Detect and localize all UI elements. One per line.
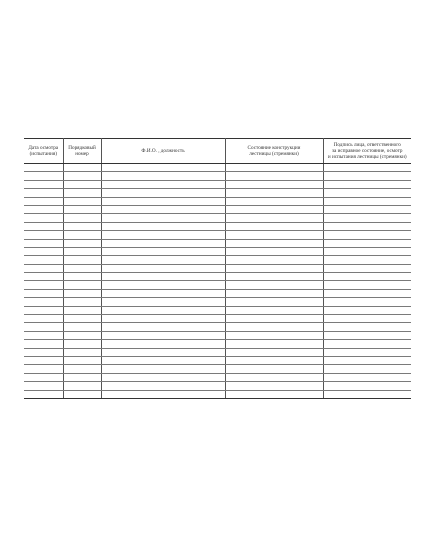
cell-name-position bbox=[101, 197, 225, 205]
cell-ladder-condition bbox=[225, 340, 323, 348]
cell-ladder-condition bbox=[225, 382, 323, 390]
cell-responsible-signature bbox=[323, 331, 411, 339]
cell-ladder-condition bbox=[225, 214, 323, 222]
cell-date bbox=[24, 164, 63, 172]
cell-number bbox=[63, 356, 101, 364]
cell-responsible-signature bbox=[323, 356, 411, 364]
cell-ladder-condition bbox=[225, 331, 323, 339]
cell-date bbox=[24, 331, 63, 339]
cell-name-position bbox=[101, 323, 225, 331]
cell-name-position bbox=[101, 382, 225, 390]
cell-responsible-signature bbox=[323, 172, 411, 180]
column-header-ladder-condition: Состояние конструкции лестницы (стремянки) bbox=[225, 139, 323, 164]
cell-name-position bbox=[101, 222, 225, 230]
cell-name-position bbox=[101, 172, 225, 180]
cell-number bbox=[63, 306, 101, 314]
cell-responsible-signature bbox=[323, 382, 411, 390]
table-row bbox=[24, 231, 411, 239]
table-row bbox=[24, 189, 411, 197]
cell-ladder-condition bbox=[225, 231, 323, 239]
cell-ladder-condition bbox=[225, 172, 323, 180]
cell-number bbox=[63, 222, 101, 230]
cell-date bbox=[24, 365, 63, 373]
cell-ladder-condition bbox=[225, 273, 323, 281]
table-row bbox=[24, 197, 411, 205]
cell-ladder-condition bbox=[225, 164, 323, 172]
cell-responsible-signature bbox=[323, 164, 411, 172]
cell-number bbox=[63, 331, 101, 339]
cell-name-position bbox=[101, 289, 225, 297]
table-row bbox=[24, 214, 411, 222]
cell-name-position bbox=[101, 298, 225, 306]
cell-ladder-condition bbox=[225, 264, 323, 272]
table-row bbox=[24, 365, 411, 373]
cell-responsible-signature bbox=[323, 340, 411, 348]
cell-ladder-condition bbox=[225, 323, 323, 331]
cell-date bbox=[24, 256, 63, 264]
cell-number bbox=[63, 205, 101, 213]
table-row bbox=[24, 239, 411, 247]
cell-ladder-condition bbox=[225, 373, 323, 381]
cell-name-position bbox=[101, 315, 225, 323]
cell-name-position bbox=[101, 340, 225, 348]
column-header-number: Порядковый номер bbox=[63, 139, 101, 164]
cell-ladder-condition bbox=[225, 239, 323, 247]
cell-responsible-signature bbox=[323, 315, 411, 323]
cell-number bbox=[63, 348, 101, 356]
cell-responsible-signature bbox=[323, 180, 411, 188]
table-row bbox=[24, 348, 411, 356]
cell-responsible-signature bbox=[323, 247, 411, 255]
table-row bbox=[24, 281, 411, 289]
cell-number bbox=[63, 239, 101, 247]
cell-number bbox=[63, 340, 101, 348]
cell-number bbox=[63, 289, 101, 297]
cell-name-position bbox=[101, 306, 225, 314]
cell-date bbox=[24, 222, 63, 230]
cell-number bbox=[63, 315, 101, 323]
table-row bbox=[24, 164, 411, 172]
cell-date bbox=[24, 373, 63, 381]
cell-responsible-signature bbox=[323, 189, 411, 197]
cell-date bbox=[24, 247, 63, 255]
cell-number bbox=[63, 365, 101, 373]
cell-number bbox=[63, 214, 101, 222]
cell-responsible-signature bbox=[323, 256, 411, 264]
cell-responsible-signature bbox=[323, 373, 411, 381]
cell-ladder-condition bbox=[225, 390, 323, 398]
cell-name-position bbox=[101, 365, 225, 373]
cell-number bbox=[63, 247, 101, 255]
cell-number bbox=[63, 256, 101, 264]
cell-date bbox=[24, 281, 63, 289]
cell-responsible-signature bbox=[323, 390, 411, 398]
cell-date bbox=[24, 205, 63, 213]
cell-responsible-signature bbox=[323, 306, 411, 314]
cell-number bbox=[63, 323, 101, 331]
cell-ladder-condition bbox=[225, 222, 323, 230]
cell-date bbox=[24, 180, 63, 188]
cell-responsible-signature bbox=[323, 222, 411, 230]
cell-ladder-condition bbox=[225, 306, 323, 314]
table-body bbox=[24, 164, 411, 399]
table-row bbox=[24, 382, 411, 390]
cell-number bbox=[63, 273, 101, 281]
cell-date bbox=[24, 306, 63, 314]
cell-name-position bbox=[101, 348, 225, 356]
table-row bbox=[24, 273, 411, 281]
cell-date bbox=[24, 348, 63, 356]
cell-name-position bbox=[101, 205, 225, 213]
table-row bbox=[24, 323, 411, 331]
cell-name-position bbox=[101, 239, 225, 247]
cell-date bbox=[24, 264, 63, 272]
cell-ladder-condition bbox=[225, 247, 323, 255]
table-row bbox=[24, 222, 411, 230]
cell-ladder-condition bbox=[225, 189, 323, 197]
cell-responsible-signature bbox=[323, 365, 411, 373]
cell-ladder-condition bbox=[225, 315, 323, 323]
cell-ladder-condition bbox=[225, 281, 323, 289]
cell-responsible-signature bbox=[323, 281, 411, 289]
cell-name-position bbox=[101, 180, 225, 188]
cell-name-position bbox=[101, 164, 225, 172]
cell-name-position bbox=[101, 231, 225, 239]
table-row bbox=[24, 172, 411, 180]
table-row bbox=[24, 331, 411, 339]
cell-ladder-condition bbox=[225, 256, 323, 264]
inspection-log-table bbox=[24, 138, 411, 399]
cell-date bbox=[24, 315, 63, 323]
cell-responsible-signature bbox=[323, 214, 411, 222]
cell-date bbox=[24, 197, 63, 205]
table-header-row bbox=[24, 139, 411, 164]
cell-date bbox=[24, 231, 63, 239]
table-row bbox=[24, 289, 411, 297]
cell-number bbox=[63, 164, 101, 172]
cell-date bbox=[24, 340, 63, 348]
cell-ladder-condition bbox=[225, 289, 323, 297]
cell-date bbox=[24, 214, 63, 222]
column-header-responsible-signature: Подпись лица, ответственного за исправное состояние, осмотр и испытания лестницы (стремянки) bbox=[323, 139, 411, 164]
cell-date bbox=[24, 382, 63, 390]
cell-date bbox=[24, 172, 63, 180]
table-row bbox=[24, 373, 411, 381]
cell-ladder-condition bbox=[225, 298, 323, 306]
cell-name-position bbox=[101, 373, 225, 381]
table-row bbox=[24, 298, 411, 306]
cell-date bbox=[24, 356, 63, 364]
cell-number bbox=[63, 382, 101, 390]
cell-responsible-signature bbox=[323, 298, 411, 306]
cell-date bbox=[24, 189, 63, 197]
cell-number bbox=[63, 180, 101, 188]
cell-number bbox=[63, 390, 101, 398]
cell-ladder-condition bbox=[225, 348, 323, 356]
cell-name-position bbox=[101, 256, 225, 264]
cell-ladder-condition bbox=[225, 356, 323, 364]
cell-number bbox=[63, 189, 101, 197]
cell-responsible-signature bbox=[323, 323, 411, 331]
cell-responsible-signature bbox=[323, 205, 411, 213]
cell-date bbox=[24, 298, 63, 306]
table-row bbox=[24, 205, 411, 213]
table-row bbox=[24, 390, 411, 398]
cell-ladder-condition bbox=[225, 205, 323, 213]
cell-number bbox=[63, 197, 101, 205]
cell-number bbox=[63, 231, 101, 239]
cell-number bbox=[63, 172, 101, 180]
cell-date bbox=[24, 289, 63, 297]
column-header-name-position: Ф.И.О. , должность bbox=[101, 139, 225, 164]
table-row bbox=[24, 256, 411, 264]
cell-responsible-signature bbox=[323, 289, 411, 297]
cell-ladder-condition bbox=[225, 180, 323, 188]
cell-date bbox=[24, 390, 63, 398]
cell-name-position bbox=[101, 189, 225, 197]
column-header-date: Дата осмотра (испытания) bbox=[24, 139, 63, 164]
cell-responsible-signature bbox=[323, 273, 411, 281]
cell-number bbox=[63, 373, 101, 381]
cell-name-position bbox=[101, 264, 225, 272]
cell-responsible-signature bbox=[323, 197, 411, 205]
table-row bbox=[24, 356, 411, 364]
cell-responsible-signature bbox=[323, 264, 411, 272]
cell-date bbox=[24, 323, 63, 331]
cell-ladder-condition bbox=[225, 197, 323, 205]
cell-responsible-signature bbox=[323, 348, 411, 356]
cell-number bbox=[63, 264, 101, 272]
cell-responsible-signature bbox=[323, 239, 411, 247]
cell-name-position bbox=[101, 281, 225, 289]
cell-name-position bbox=[101, 273, 225, 281]
cell-number bbox=[63, 281, 101, 289]
table-row bbox=[24, 315, 411, 323]
cell-number bbox=[63, 298, 101, 306]
cell-name-position bbox=[101, 247, 225, 255]
table-row bbox=[24, 340, 411, 348]
cell-name-position bbox=[101, 390, 225, 398]
cell-ladder-condition bbox=[225, 365, 323, 373]
cell-responsible-signature bbox=[323, 231, 411, 239]
table-row bbox=[24, 306, 411, 314]
table-row bbox=[24, 264, 411, 272]
cell-date bbox=[24, 273, 63, 281]
cell-name-position bbox=[101, 214, 225, 222]
cell-name-position bbox=[101, 356, 225, 364]
table-row bbox=[24, 247, 411, 255]
cell-date bbox=[24, 239, 63, 247]
cell-name-position bbox=[101, 331, 225, 339]
table-row bbox=[24, 180, 411, 188]
